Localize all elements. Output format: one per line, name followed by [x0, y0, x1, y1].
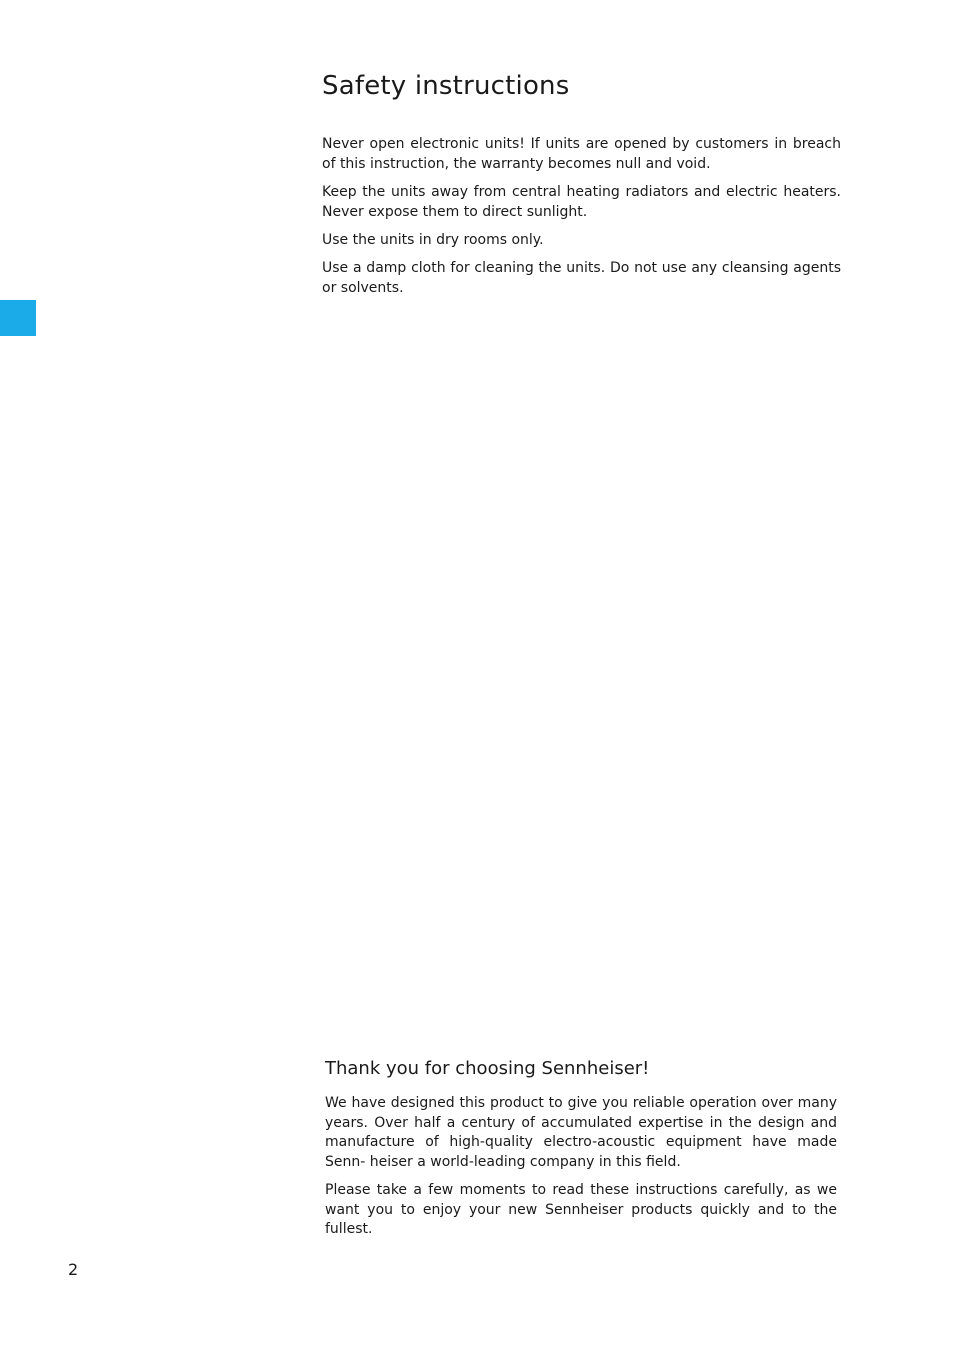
section-tab-marker: [0, 300, 36, 336]
thank-you-paragraph: Please take a few moments to read these instructions carefully, as we want you to enjoy your new Sennheiser products quickly and to the fullest.: [325, 1182, 837, 1237]
safety-paragraph: Never open electronic units! If units are opened by customers in breach of this instruction, the warranty becomes null and void.: [322, 136, 841, 172]
safety-paragraph: Use the units in dry rooms only.: [322, 232, 544, 248]
thank-you-heading: Thank you for choosing Sennheiser!: [325, 1058, 650, 1079]
safety-paragraph: Keep the units away from central heating radiators and electric heaters. Never expose them to direct sunlight.: [322, 184, 841, 220]
safety-instructions-section: [322, 66, 841, 306]
thank-you-paragraph: We have designed this product to give you reliable operation over many years. Over half a century of accumulated expertise in the design and manufacture of high-quality electro-acoustic equipment have made Senn- heiser a world-leading company in this field.: [325, 1095, 837, 1170]
page-number: 2: [68, 1260, 79, 1279]
thank-you-section: [325, 1056, 837, 1249]
safety-instructions-heading: Safety instructions: [322, 71, 570, 101]
safety-paragraph: Use a damp cloth for cleaning the units. Do not use any cleansing agents or solvents.: [322, 260, 841, 296]
